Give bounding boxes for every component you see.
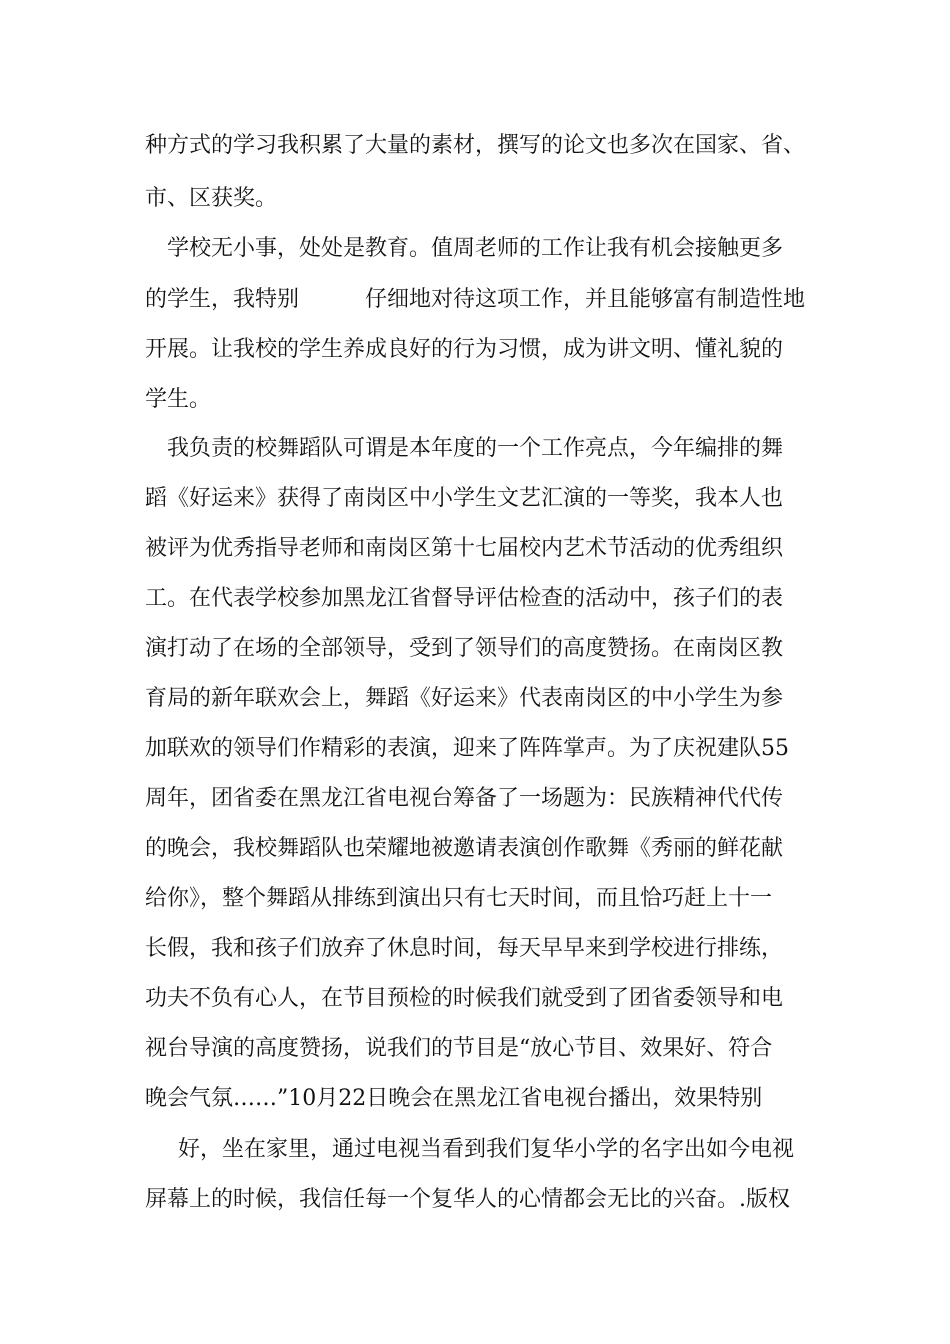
text-line: 给你》，整个舞蹈从排练到演出只有七天时间，而且恰巧赶上十一 <box>145 886 773 911</box>
text-line: 种方式的学习我积累了大量的素材，撰写的论文也多次在国家、省、 <box>145 133 806 158</box>
text-line: 工。在代表学校参加黑龙江省督导评估检查的活动中，孩子们的表 <box>145 586 784 611</box>
text-line: 学校无小事，处处是教育。值周老师的工作让我有机会接触更多 <box>167 236 784 261</box>
text-line: 市、区获奖。 <box>145 186 278 211</box>
text-line: 周年，团省委在黑龙江省电视台筹备了一场题为：民族精神代代传 <box>145 786 784 811</box>
text-line: 学生。 <box>145 387 212 412</box>
text-line: 演打动了在场的全部领导，受到了领导们的高度赞扬。在南岗区教 <box>145 636 784 661</box>
text-line: 的晚会，我校舞蹈队也荣耀地被邀请表演创作歌舞《秀丽的鲜花献 <box>145 836 784 861</box>
text-line: 开展。让我校的学生养成良好的行为习惯，成为讲文明、懂礼貌的 <box>145 337 784 362</box>
text-line: 长假，我和孩子们放弃了休息时间，每天早早来到学校进行排练， <box>145 936 784 961</box>
text-line: 我负责的校舞蹈队可谓是本年度的一个工作亮点，今年编排的舞 <box>167 436 784 461</box>
text-line: 功夫不负有心人，在节目预检的时候我们就受到了团省委领导和电 <box>145 986 784 1011</box>
text-line: 视台导演的高度赞扬，说我们的节目是“放心节目、效果好、符合 <box>145 1036 773 1061</box>
text-line: 加联欢的领导们作精彩的表演，迎来了阵阵掌声。为了庆祝建队55 <box>145 736 789 761</box>
text-line: 屏幕上的时候，我信任每一个复华人的心情都会无比的兴奋。.版权 <box>145 1187 790 1212</box>
text-line: 好，坐在家里，通过电视当看到我们复华小学的名字出如今电视 <box>178 1137 795 1162</box>
text-line: 的学生，我特别 仔细地对待这项工作，并且能够富有制造性地 <box>145 287 806 312</box>
text-line: 被评为优秀指导老师和南岗区第十七届校内艺术节活动的优秀组织 <box>145 536 784 561</box>
text-line: 晚会气氛……”10月22日晚会在黑龙江省电视台播出，效果特别 <box>145 1086 763 1111</box>
text-line: 育局的新年联欢会上，舞蹈《好运来》代表南岗区的中小学生为参 <box>145 686 784 711</box>
text-line: 蹈《好运来》获得了南岗区中小学生文艺汇演的一等奖，我本人也 <box>145 486 784 511</box>
